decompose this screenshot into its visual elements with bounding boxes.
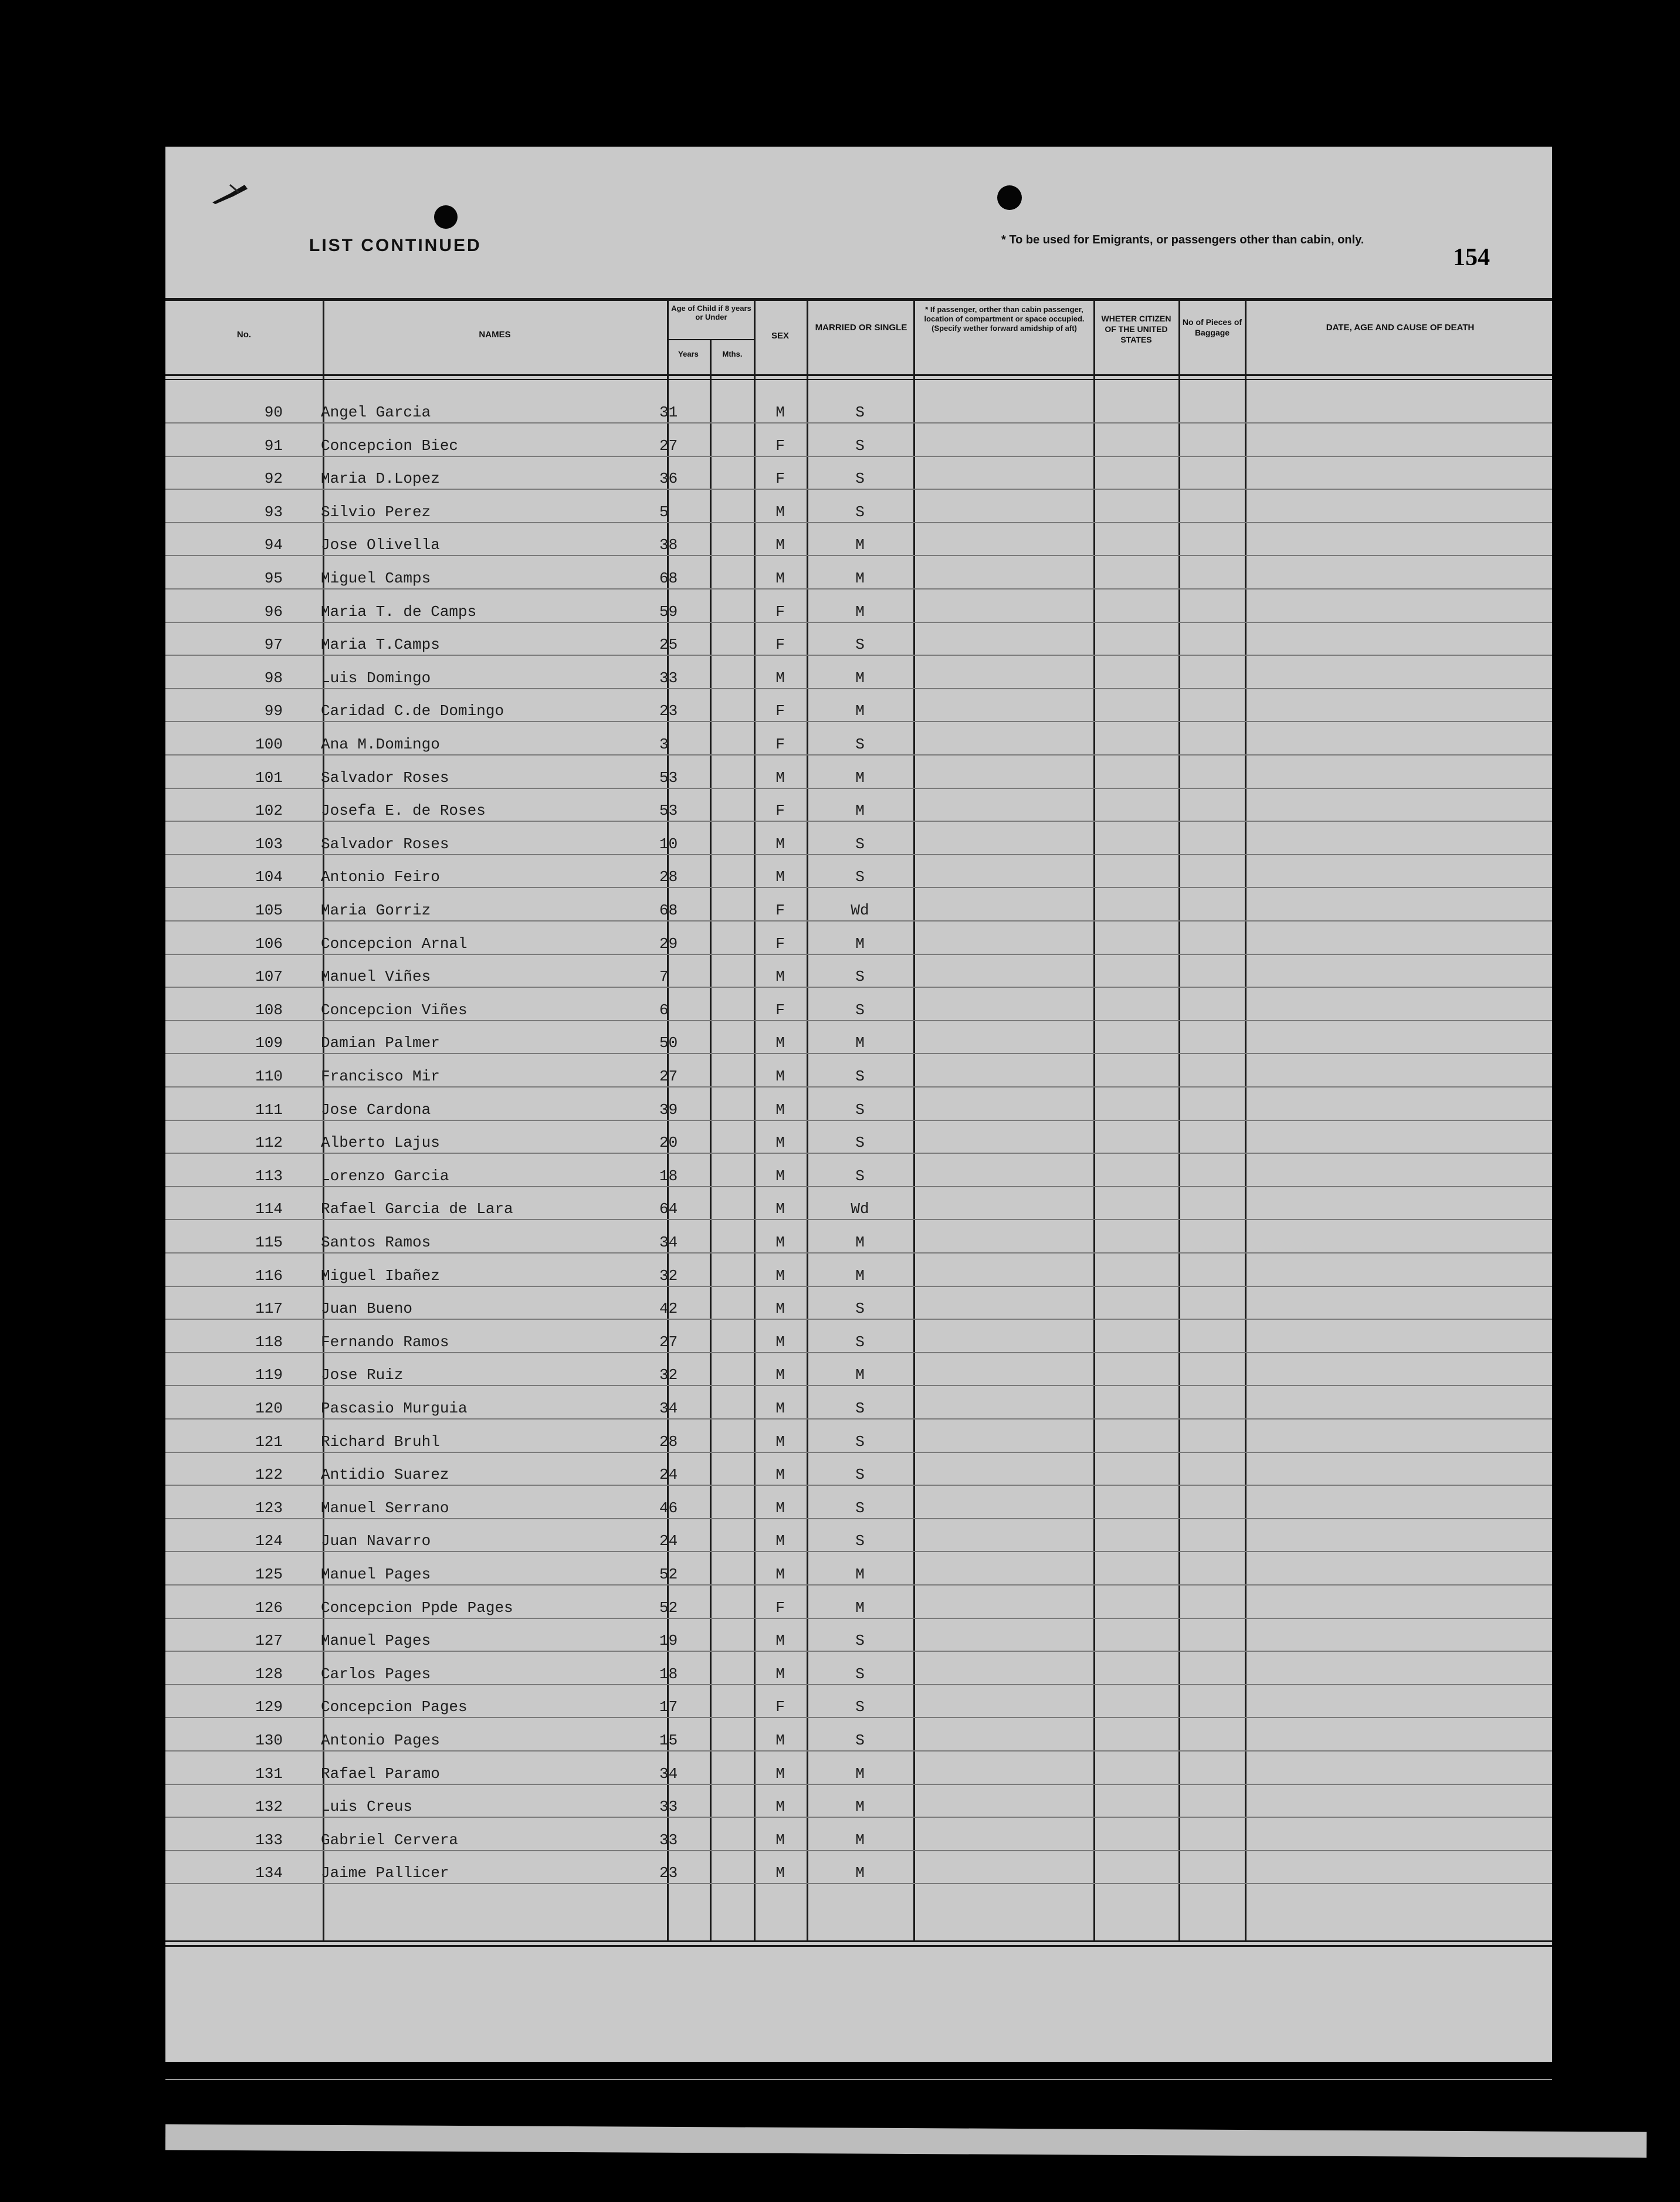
age-years: 39 [659,1101,678,1119]
header-married: MARRIED OR SINGLE [815,323,907,333]
passenger-name: Luis Creus [321,1798,413,1815]
age-years: 31 [659,404,678,421]
age-years: 53 [659,769,678,787]
row-rule [165,1120,1552,1121]
age-years: 36 [659,470,678,487]
marital-status: S [855,1101,865,1119]
age-years: 68 [659,902,678,919]
passenger-name: Angel Garcia [321,404,431,421]
sex-value: M [775,536,785,554]
sex-value: M [775,1234,785,1251]
row-number: 125 [255,1566,283,1583]
row-number: 101 [255,769,283,787]
row-rule [165,1186,1552,1187]
passenger-name: Fernando Ramos [321,1333,449,1351]
marital-status: M [855,935,865,953]
row-number: 107 [255,968,283,985]
age-years: 24 [659,1466,678,1483]
marital-status: M [855,1765,865,1783]
passenger-name: Manuel Pages [321,1632,431,1649]
sex-value: M [775,1732,785,1749]
row-rule [165,1518,1552,1519]
sex-value: M [775,968,785,985]
header-location: * If passenger, orther than cabin passenger, location of compartment or space occupied. (Specify wether forward amidship of aft) [924,305,1085,333]
sex-value: M [775,1665,785,1683]
passenger-name: Miguel Camps [321,570,431,587]
age-years: 52 [659,1599,678,1617]
sex-value: M [775,503,785,521]
row-number: 98 [264,669,283,687]
row-number: 97 [264,636,283,653]
table-bottom-rule-2 [165,1945,1552,1947]
row-number: 122 [255,1466,283,1483]
row-number: 126 [255,1599,283,1617]
row-rule [165,1817,1552,1818]
age-years: 18 [659,1167,678,1185]
passenger-name: Juan Navarro [321,1532,431,1550]
passenger-name: Josefa E. de Roses [321,802,486,819]
sex-value: M [775,835,785,853]
sex-value: M [775,1200,785,1218]
row-rule [165,1086,1552,1088]
age-years: 68 [659,570,678,587]
sex-value: M [775,1499,785,1517]
passenger-name: Concepcion Ppde Pages [321,1599,513,1617]
marital-status: S [855,437,865,455]
passenger-name: Richard Bruhl [321,1433,440,1451]
col-divider [710,340,712,1940]
passenger-name: Antonio Pages [321,1732,440,1749]
sex-value: M [775,404,785,421]
age-years: 6 [659,1001,669,1019]
row-rule [165,854,1552,855]
row-rule [165,1252,1552,1254]
page-number: 154 [1453,244,1490,271]
marital-status: S [855,1300,865,1317]
row-number: 96 [264,603,283,621]
row-rule [165,754,1552,756]
marital-status: S [855,636,865,653]
row-number: 93 [264,503,283,521]
row-rule [165,1385,1552,1386]
row-rule [165,655,1552,656]
row-rule [165,1319,1552,1320]
age-years: 23 [659,1864,678,1882]
row-number: 117 [255,1300,283,1317]
list-title: LIST CONTINUED [309,236,482,255]
marital-status: M [855,1831,865,1849]
age-years: 42 [659,1300,678,1317]
sex-value: F [775,1001,785,1019]
passenger-name: Caridad C.de Domingo [321,702,504,720]
row-number: 115 [255,1234,283,1251]
passenger-name: Concepcion Pages [321,1698,468,1716]
sex-value: F [775,736,785,753]
emigrants-note: * To be used for Emigrants, or passengers other than cabin, only. [1001,233,1364,246]
marital-status: M [855,769,865,787]
age-years: 32 [659,1267,678,1285]
row-number: 100 [255,736,283,753]
ink-mark [206,182,265,205]
row-number: 121 [255,1433,283,1451]
row-number: 109 [255,1034,283,1052]
row-number: 111 [255,1101,283,1119]
marital-status: M [855,1566,865,1583]
row-rule [165,721,1552,722]
punch-hole-left [434,205,458,229]
header-mths: Mths. [722,350,743,358]
row-rule [165,1717,1552,1718]
row-rule [165,1618,1552,1619]
row-number: 124 [255,1532,283,1550]
sex-value: M [775,1466,785,1483]
sex-value: M [775,1134,785,1151]
age-years: 29 [659,935,678,953]
sex-value: F [775,1698,785,1716]
row-rule [165,1452,1552,1453]
marital-status: M [855,1034,865,1052]
passenger-name: Luis Domingo [321,669,431,687]
passenger-name: Silvio Perez [321,503,431,521]
row-rule [165,887,1552,888]
age-years: 33 [659,669,678,687]
age-years: 28 [659,868,678,886]
passenger-name: Rafael Paramo [321,1765,440,1783]
age-years: 52 [659,1566,678,1583]
sex-value: M [775,1831,785,1849]
age-years: 27 [659,437,678,455]
row-number: 94 [264,536,283,554]
age-years: 64 [659,1200,678,1218]
row-rule [165,1485,1552,1486]
row-rule [165,522,1552,523]
sex-value: F [775,802,785,819]
marital-status: S [855,1433,865,1451]
row-number: 102 [255,802,283,819]
header-death: DATE, AGE AND CAUSE OF DEATH [1326,323,1475,333]
age-years: 34 [659,1765,678,1783]
marital-status: S [855,1665,865,1683]
header-years: Years [678,350,699,358]
row-rule [165,1352,1552,1353]
age-years: 53 [659,802,678,819]
marital-status: M [855,1599,865,1617]
row-rule [165,1286,1552,1287]
passenger-name: Concepcion Biec [321,437,459,455]
sex-value: F [775,636,785,653]
row-number: 133 [255,1831,283,1849]
sex-value: M [775,1400,785,1417]
punch-hole-right [997,185,1022,210]
sex-value: M [775,1101,785,1119]
marital-status: S [855,1466,865,1483]
row-number: 110 [255,1068,283,1085]
marital-status: M [855,802,865,819]
row-rule [165,1684,1552,1685]
row-number: 123 [255,1499,283,1517]
row-rule [165,1883,1552,1884]
marital-status: S [855,1068,865,1085]
marital-status: M [855,1366,865,1384]
sex-value: M [775,1068,785,1085]
table-bottom-rule [165,1940,1552,1942]
row-rule [165,1784,1552,1785]
age-years: 34 [659,1234,678,1251]
sex-value: F [775,437,785,455]
sex-value: F [775,902,785,919]
row-rule [165,821,1552,822]
row-number: 120 [255,1400,283,1417]
row-rule [165,588,1552,590]
row-number: 119 [255,1366,283,1384]
sex-value: M [775,1034,785,1052]
marital-status: Wd [851,1200,869,1218]
passenger-name: Miguel Ibañez [321,1267,440,1285]
passenger-name: Salvador Roses [321,835,449,853]
passenger-name: Jose Ruiz [321,1366,404,1384]
sex-value: M [775,1300,785,1317]
passenger-name: Pascasio Murguia [321,1400,468,1417]
passenger-name: Manuel Serrano [321,1499,449,1517]
row-number: 90 [264,404,283,421]
row-number: 108 [255,1001,283,1019]
header-citizen: WHETER CITIZEN OF THE UNITED STATES [1101,314,1171,344]
age-years: 25 [659,636,678,653]
marital-status: S [855,503,865,521]
age-years: 17 [659,1698,678,1716]
row-rule [165,1219,1552,1220]
row-rule [165,954,1552,955]
row-rule [165,1418,1552,1420]
marital-status: M [855,1864,865,1882]
passenger-name: Francisco Mir [321,1068,440,1085]
passenger-name: Juan Bueno [321,1300,413,1317]
header-sex: SEX [771,331,789,341]
age-years: 5 [659,503,669,521]
table-top-rule [165,298,1552,301]
marital-status: M [855,1267,865,1285]
sex-value: M [775,1765,785,1783]
row-number: 132 [255,1798,283,1815]
marital-status: Wd [851,902,869,919]
age-years: 33 [659,1831,678,1849]
row-number: 128 [255,1665,283,1683]
age-years: 34 [659,1400,678,1417]
age-years: 7 [659,968,669,985]
row-number: 118 [255,1333,283,1351]
age-years: 3 [659,736,669,753]
marital-status: S [855,968,865,985]
age-years: 33 [659,1798,678,1815]
sex-value: M [775,1267,785,1285]
passenger-name: Antidio Suarez [321,1466,449,1483]
marital-status: S [855,868,865,886]
age-years: 28 [659,1433,678,1451]
sex-value: M [775,1433,785,1451]
marital-status: S [855,1698,865,1716]
passenger-name: Salvador Roses [321,769,449,787]
sex-value: F [775,702,785,720]
marital-status: S [855,1732,865,1749]
sex-value: M [775,1167,785,1185]
row-number: 134 [255,1864,283,1882]
age-years: 59 [659,603,678,621]
footer-rule [165,2074,1552,2085]
sex-value: M [775,570,785,587]
age-years: 46 [659,1499,678,1517]
age-years: 19 [659,1632,678,1649]
row-rule [165,456,1552,457]
marital-status: M [855,669,865,687]
passenger-name: Manuel Pages [321,1566,431,1583]
row-rule [165,1053,1552,1054]
passenger-name: Lorenzo Garcia [321,1167,449,1185]
header-age-group: Age of Child if 8 years or Under [671,304,751,321]
passenger-name: Ana M.Domingo [321,736,440,753]
header-bottom-rule-2 [165,379,1552,380]
row-rule [165,1551,1552,1552]
row-number: 127 [255,1632,283,1649]
row-rule [165,489,1552,490]
row-rule [165,422,1552,424]
row-number: 105 [255,902,283,919]
marital-status: S [855,1333,865,1351]
manifest-sheet [165,147,1552,2062]
passenger-name: Maria D.Lopez [321,470,440,487]
marital-status: M [855,536,865,554]
row-number: 92 [264,470,283,487]
row-number: 103 [255,835,283,853]
age-years: 23 [659,702,678,720]
passenger-name: Jose Cardona [321,1101,431,1119]
age-years: 20 [659,1134,678,1151]
marital-status: S [855,1532,865,1550]
row-rule [165,788,1552,789]
age-years: 24 [659,1532,678,1550]
marital-status: M [855,1234,865,1251]
passenger-name: Jose Olivella [321,536,440,554]
sex-value: F [775,470,785,487]
passenger-name: Concepcion Arnal [321,935,468,953]
marital-status: S [855,1632,865,1649]
film-edge-strip [165,2124,1647,2157]
row-rule [165,1651,1552,1652]
marital-status: S [855,1400,865,1417]
row-rule [165,1750,1552,1752]
sex-value: M [775,1566,785,1583]
row-rule [165,555,1552,556]
marital-status: M [855,1798,865,1815]
passenger-name: Maria T.Camps [321,636,440,653]
header-no: No. [236,330,252,340]
sex-value: M [775,1366,785,1384]
age-years: 38 [659,536,678,554]
row-rule [165,920,1552,922]
row-rule [165,1020,1552,1021]
age-years: 15 [659,1732,678,1749]
sex-value: M [775,1864,785,1882]
sex-value: F [775,935,785,953]
age-years: 50 [659,1034,678,1052]
marital-status: M [855,702,865,720]
header-names: NAMES [479,330,511,340]
sex-value: M [775,1798,785,1815]
row-rule [165,987,1552,988]
row-number: 114 [255,1200,283,1218]
marital-status: S [855,470,865,487]
row-rule [165,1850,1552,1851]
passenger-name: Concepcion Viñes [321,1001,468,1019]
row-number: 130 [255,1732,283,1749]
passenger-name: Manuel Viñes [321,968,431,985]
marital-status: S [855,1499,865,1517]
age-years: 18 [659,1665,678,1683]
age-years: 32 [659,1366,678,1384]
row-number: 113 [255,1167,283,1185]
header-baggage: No of Pieces of Baggage [1182,317,1242,337]
row-number: 116 [255,1267,283,1285]
marital-status: S [855,835,865,853]
row-number: 95 [264,570,283,587]
row-number: 129 [255,1698,283,1716]
age-years: 27 [659,1068,678,1085]
row-number: 99 [264,702,283,720]
passenger-name: Maria T. de Camps [321,603,477,621]
row-number: 91 [264,437,283,455]
passenger-name: Jaime Pallicer [321,1864,449,1882]
sex-value: M [775,669,785,687]
sex-value: M [775,769,785,787]
passenger-name: Carlos Pages [321,1665,431,1683]
header-bottom-rule [165,374,1552,376]
row-rule [165,622,1552,623]
passenger-name: Alberto Lajus [321,1134,440,1151]
age-years: 27 [659,1333,678,1351]
marital-status: S [855,1001,865,1019]
passenger-name: Santos Ramos [321,1234,431,1251]
passenger-name: Damian Palmer [321,1034,440,1052]
sex-value: M [775,868,785,886]
row-number: 106 [255,935,283,953]
sex-value: M [775,1632,785,1649]
marital-status: S [855,1134,865,1151]
row-number: 104 [255,868,283,886]
sex-value: F [775,603,785,621]
marital-status: M [855,603,865,621]
row-number: 112 [255,1134,283,1151]
passenger-name: Rafael Garcia de Lara [321,1200,513,1218]
marital-status: S [855,1167,865,1185]
sex-value: F [775,1599,785,1617]
sex-value: M [775,1532,785,1550]
passenger-name: Antonio Feiro [321,868,440,886]
row-number: 131 [255,1765,283,1783]
age-years: 10 [659,835,678,853]
row-rule [165,1584,1552,1586]
row-rule [165,1153,1552,1154]
sex-value: M [775,1333,785,1351]
marital-status: S [855,404,865,421]
passenger-name: Maria Gorriz [321,902,431,919]
row-rule [165,688,1552,689]
passenger-name: Gabriel Cervera [321,1831,459,1849]
marital-status: S [855,736,865,753]
marital-status: M [855,570,865,587]
